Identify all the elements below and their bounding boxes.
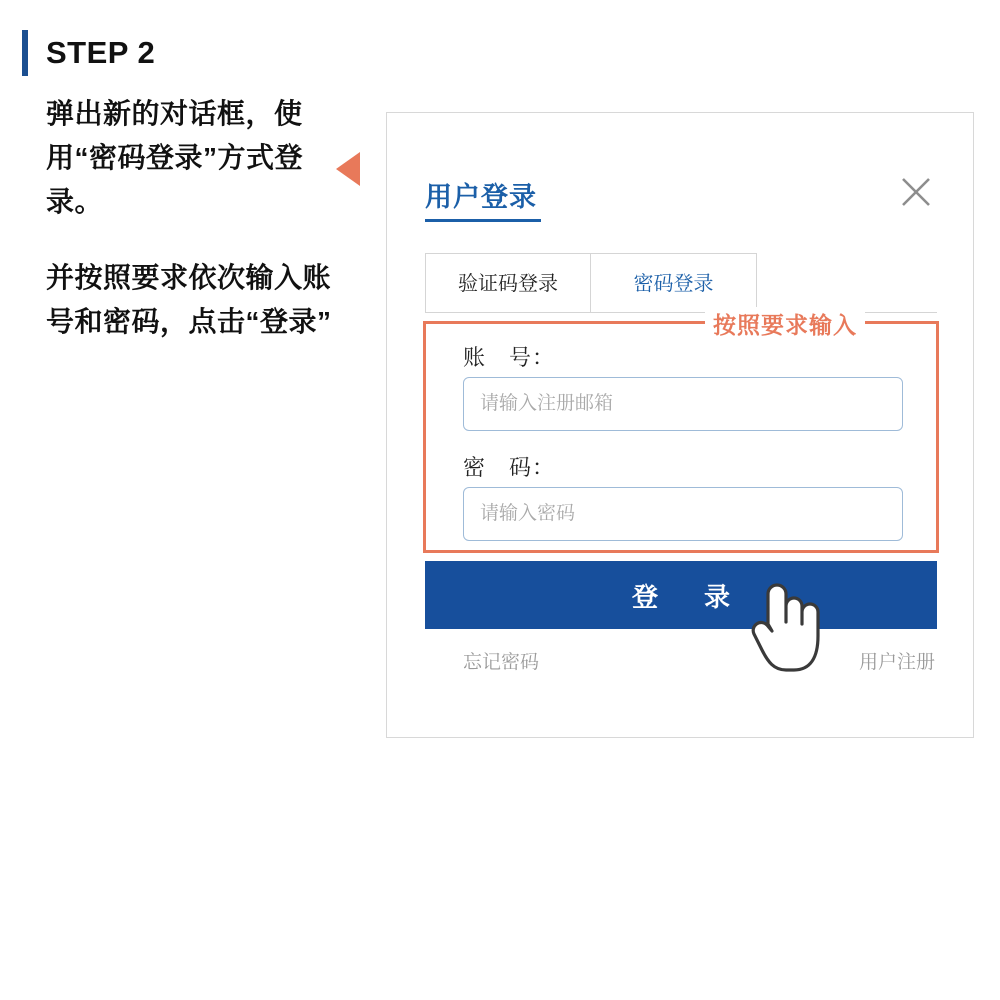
step-title: STEP 2 <box>46 35 156 70</box>
close-icon[interactable] <box>899 175 933 209</box>
instruction-paragraph-2: 并按照要求依次输入账号和密码，点击“登录” <box>46 262 332 337</box>
instruction-paragraph-1: 弹出新的对话框，使用“密码登录”方式登录。 <box>46 98 304 217</box>
instruction-text <box>46 92 356 344</box>
user-register-link[interactable]: 用户注册 <box>858 652 935 673</box>
tab-sms-login[interactable]: 验证码登录 <box>425 253 591 313</box>
tab-pointer-arrow-icon <box>336 152 360 186</box>
password-label: 密 码： <box>463 455 556 480</box>
forgot-password-link[interactable]: 忘记密码 <box>463 652 540 673</box>
login-dialog-body <box>425 113 935 737</box>
login-dialog <box>386 112 974 738</box>
dialog-title: 用户登录 <box>425 182 537 212</box>
login-submit-button[interactable]: 登 录 <box>425 561 937 629</box>
login-tabs <box>425 253 937 315</box>
account-label: 账 号： <box>463 345 556 370</box>
step-accent-bar <box>22 30 28 76</box>
password-input[interactable] <box>463 487 903 541</box>
dialog-title-underline <box>425 219 541 222</box>
annotation-label: 按照要求输入 <box>705 307 865 340</box>
account-input[interactable] <box>463 377 903 431</box>
tab-password-login[interactable]: 密码登录 <box>591 253 757 313</box>
paragraph-gap <box>46 224 356 256</box>
instruction-panel <box>22 30 352 344</box>
step-header <box>22 30 352 76</box>
